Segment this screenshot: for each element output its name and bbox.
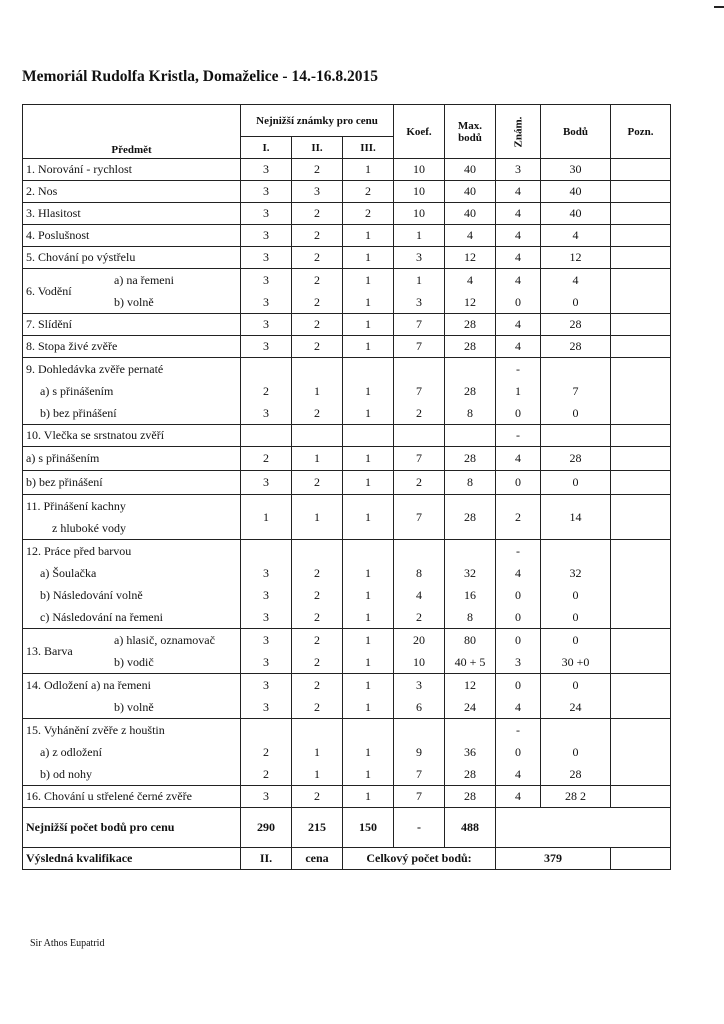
row-name: 9. Dohledávka zvěře pernaté a) s přinášením b) bez přinášení xyxy=(23,358,241,425)
table-row: 1. Norování - rychlost 3 2 1 10 40 3 30 xyxy=(23,159,671,181)
row-name: 10. Vlečka se srstnatou zvěří xyxy=(23,425,241,447)
page-edge-mark xyxy=(714,6,724,8)
row-name: 12. Práce před barvou a) Šoulačka b) Následování volně c) Následování na řemeni xyxy=(23,540,241,629)
header-i: I. xyxy=(241,137,292,159)
row-name: 2. Nos xyxy=(23,181,241,203)
row-name: 3. Hlasitost xyxy=(23,203,241,225)
row-name: a) s přinášením xyxy=(23,447,241,471)
table-row: 10. Vlečka se srstnatou zvěří - xyxy=(23,425,671,447)
table-row: 16. Chování u střelené černé zvěře 3 2 1 7 28 4 28 2 xyxy=(23,786,671,808)
header-koef: Koef. xyxy=(394,105,445,159)
result-total-label: Celkový počet bodů: xyxy=(343,848,496,870)
row-name: b) bez přinášení xyxy=(23,471,241,495)
header-predmet: Předmět xyxy=(23,105,241,159)
result-row xyxy=(23,848,671,870)
header-ii: II. xyxy=(292,137,343,159)
table-row: 7. Slídění 3 2 1 7 28 4 28 xyxy=(23,314,671,336)
result-label: Výsledná kvalifikace xyxy=(23,848,241,870)
signature: Sir Athos Eupatrid xyxy=(30,938,105,949)
header-iii: III. xyxy=(343,137,394,159)
table-row: 6. Vodění a) na řemeni b) volně 3 3 2 2 1 1 1 3 4 12 4 0 4 0 xyxy=(23,269,671,314)
header-min-scores: Nejnižší známky pro cenu xyxy=(241,105,394,137)
table-row: 11. Přinášení kachny z hluboké vody 1 1 1 7 28 2 14 xyxy=(23,495,671,540)
table-row: 8. Stopa živé zvěře 3 2 1 7 28 4 28 xyxy=(23,336,671,358)
table-row: 3. Hlasitost 3 2 2 10 40 4 40 xyxy=(23,203,671,225)
table-row: 4. Poslušnost 3 2 1 1 4 4 4 xyxy=(23,225,671,247)
table-row: 15. Vyhánění zvěře z houštin a) z odložení b) od nohy 2 2 1 1 1 1 9 7 36 28 - 0 4 0 28 xyxy=(23,719,671,786)
row-name: 4. Poslušnost xyxy=(23,225,241,247)
table-row: 13. Barva a) hlasič, oznamovač b) vodič 3 3 2 2 1 1 20 10 80 40 + 5 0 3 0 30 +0 xyxy=(23,629,671,674)
score-table xyxy=(22,104,671,870)
row-name: 11. Přinášení kachny z hluboké vody xyxy=(23,495,241,540)
row-name: 15. Vyhánění zvěře z houštin a) z odložení b) od nohy xyxy=(23,719,241,786)
table-row: a) s přinášením 2 1 1 7 28 4 28 xyxy=(23,447,671,471)
row-name: 16. Chování u střelené černé zvěře xyxy=(23,786,241,808)
table-row: 12. Práce před barvou a) Šoulačka b) Následování volně c) Následování na řemeni 3 3 3 2 2 2 1 1 1 8 4 2 32 16 8 - 4 0 0 32 0 0 xyxy=(23,540,671,629)
header-pozn: Pozn. xyxy=(611,105,671,159)
page-title: Memoriál Rudolfa Kristla, Domaželice - 14.-16.8.2015 xyxy=(22,68,378,85)
row-name: 8. Stopa živé zvěře xyxy=(23,336,241,358)
row-name: 1. Norování - rychlost xyxy=(23,159,241,181)
header-max: Max. bodů xyxy=(445,105,496,159)
min-total-label: Nejnižší počet bodů pro cenu xyxy=(23,808,241,848)
row-name: 6. Vodění a) na řemeni b) volně xyxy=(23,269,241,314)
row-name: 13. Barva a) hlasič, oznamovač b) vodič xyxy=(23,629,241,674)
table-row: 14. Odložení a) na řemeni b) volně 3 3 2 2 1 1 3 6 12 24 0 4 0 24 xyxy=(23,674,671,719)
row-name: 5. Chování po výstřelu xyxy=(23,247,241,269)
table-row: 9. Dohledávka zvěře pernaté a) s přinášením b) bez přinášení 2 3 1 2 1 1 7 2 28 8 - 1 0 7 0 xyxy=(23,358,671,425)
row-name: 7. Slídění xyxy=(23,314,241,336)
table-row: b) bez přinášení 3 2 1 2 8 0 0 xyxy=(23,471,671,495)
header-znam: Znám. xyxy=(496,105,541,159)
table-row: 2. Nos 3 3 2 10 40 4 40 xyxy=(23,181,671,203)
row-name: 14. Odložení a) na řemeni b) volně xyxy=(23,674,241,719)
header-bodu: Bodů xyxy=(541,105,611,159)
result-cena: cena xyxy=(292,848,343,870)
min-total-row: Nejnižší počet bodů pro cenu 290 215 150 - 488 xyxy=(23,808,671,848)
result-grade: II. xyxy=(241,848,292,870)
table-row: 5. Chování po výstřelu 3 2 1 3 12 4 12 xyxy=(23,247,671,269)
result-total: 379 xyxy=(496,848,611,870)
